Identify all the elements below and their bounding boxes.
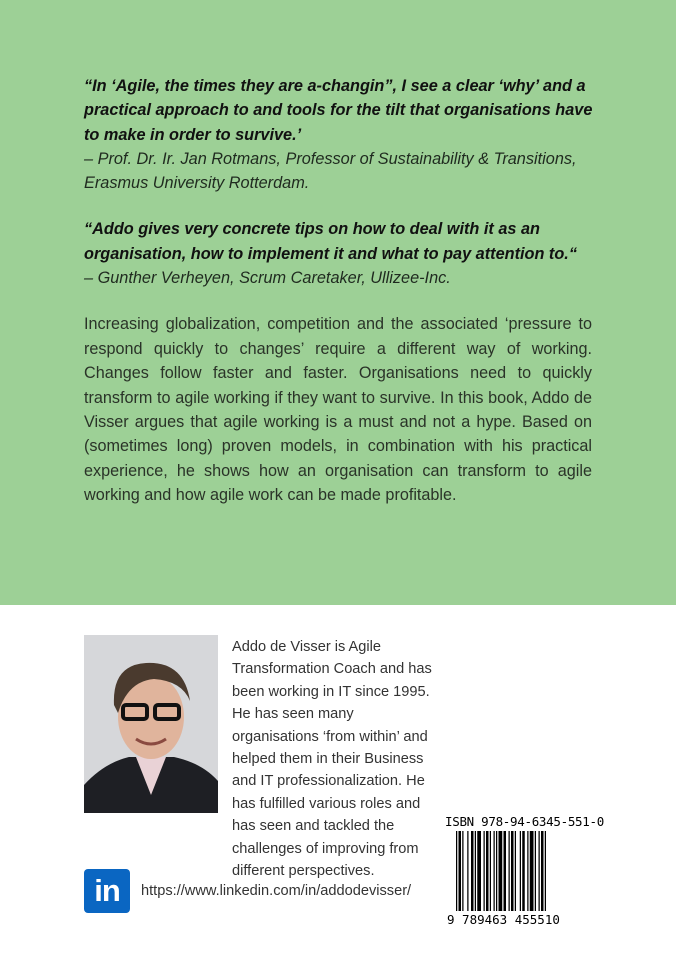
barcode-bar	[471, 831, 474, 911]
barcode-bar	[545, 831, 546, 911]
isbn-label: ISBN 978-94-6345-551-0	[445, 814, 604, 829]
barcode-bar	[462, 831, 463, 911]
barcode-bar	[539, 831, 540, 911]
barcode-bar	[527, 831, 528, 911]
barcode-bar	[522, 831, 525, 911]
quote-text: “Addo gives very concrete tips on how to deal with it as an organisation, how to implement it and what to pay attention to.“	[84, 220, 577, 263]
author-bio: Addo de Visser is Agile Transformation Coach and has been working in IT since 1995. He has seen many organisations ‘from within’ and helped them in their Business and IT professionalization. He has fulfilled various roles and has seen and tackled the challenges of improving from different perspectives.	[232, 639, 432, 880]
barcode-bar	[496, 831, 497, 911]
barcode-bar	[456, 831, 457, 911]
barcode-bar	[486, 831, 489, 911]
quote-2	[84, 217, 604, 290]
barcode-bar	[467, 831, 468, 911]
barcode-bar	[477, 831, 481, 911]
barcode-bar	[494, 831, 495, 911]
barcode-bar	[541, 831, 544, 911]
barcode-bar	[509, 831, 510, 911]
linkedin-icon[interactable]: in	[84, 869, 130, 913]
author-photo	[84, 635, 218, 813]
barcode-bar	[515, 831, 516, 911]
barcode-bar	[504, 831, 507, 911]
quote-attribution: – Gunther Verheyen, Scrum Caretaker, Ullizee-Inc.	[84, 269, 451, 288]
barcode-bar	[511, 831, 514, 911]
quote-attribution: – Prof. Dr. Ir. Jan Rotmans, Professor of Sustainability & Transitions, Erasmus University Rotterdam.	[84, 149, 577, 193]
barcode-bar	[490, 831, 491, 911]
barcode-digits: 9 789463 455510	[447, 912, 560, 927]
quote-text: “In ‘Agile, the times they are a-changin”, I see a clear ‘why’ and a practical approach to and tools for the tilt that organisations have to make in order to survive.’	[84, 77, 593, 144]
barcode-bar	[535, 831, 536, 911]
barcode	[456, 831, 576, 911]
linkedin-url[interactable]: https://www.linkedin.com/in/addodevisser/	[141, 883, 412, 899]
quote-1	[84, 74, 604, 195]
barcode-bar	[520, 831, 521, 911]
barcode-bar	[499, 831, 503, 911]
barcode-bar	[530, 831, 534, 911]
barcode-bar	[475, 831, 476, 911]
barcode-bar	[459, 831, 462, 911]
author-section	[0, 605, 676, 960]
barcode-bar	[484, 831, 485, 911]
book-blurb: Increasing globalization, competition and the associated ‘pressure to respond quickly to changes’ require a different way of working. Changes follow faster and faster. Organisations need to quickly transform to agile working if they want to survive. In this book, Addo de Visser argues that agile working is a must and not a hype. Based on (sometimes long) proven models, in combination with his practical experience, he shows how an organisation can transform to agile working and how agile work can be made profitable.	[84, 315, 592, 505]
